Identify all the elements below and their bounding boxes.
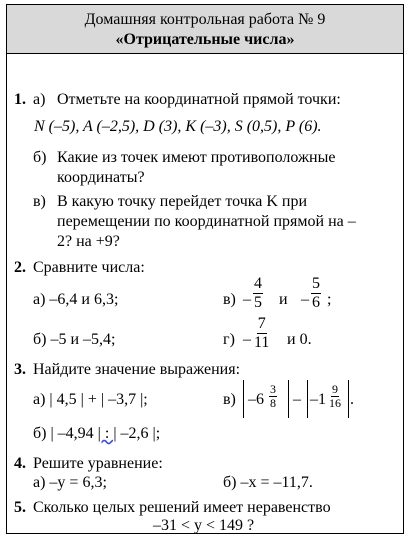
q2-title: Сравните числа: — [33, 259, 145, 276]
q4-b: б) –x = –11,7. — [223, 474, 313, 491]
worksheet-title: Домашняя контрольная работа № 9 — [84, 11, 326, 28]
q2-v-fraction2 — [311, 275, 321, 312]
q3-v-frac2 — [328, 383, 342, 410]
q1-b-label: б) — [33, 149, 47, 166]
q2-v-minus1: – — [243, 291, 251, 308]
q2-g-num: 7 — [257, 315, 266, 332]
q3-v-d2: 16 — [329, 396, 341, 410]
q2-v-f2-den: 6 — [312, 294, 320, 311]
q4-a: а) –y = 6,3; — [33, 474, 107, 491]
q2-v-f2-num: 5 — [312, 275, 320, 292]
q3-v-int1: –6 — [248, 391, 264, 408]
worksheet-header — [7, 5, 403, 54]
q3-v-n2: 9 — [332, 382, 338, 396]
q1-points: N (–5), A (–2,5), D (3), K (–3), S (0,5), P (6). — [34, 118, 322, 135]
q3-v-end: . — [350, 391, 354, 408]
q3-b-end: –2,6 |; — [116, 425, 161, 442]
worksheet-subtitle: «Отрицательные числа» — [115, 31, 295, 48]
q3-v-n1: 3 — [270, 382, 276, 396]
q2-b: б) –5 и –5,4; — [33, 331, 116, 348]
q2-g-fraction — [253, 315, 270, 352]
q1-a-label: а) — [33, 91, 46, 108]
q2-v-and: и — [279, 291, 288, 308]
q4-title: Решите уравнение: — [33, 455, 163, 472]
q2-g-label: г) — [223, 331, 235, 348]
q2-v-f1-num: 4 — [254, 275, 262, 292]
q1-a-text: Отметьте на координатной прямой точки: — [57, 91, 341, 108]
q3-v-minus: – — [293, 391, 301, 408]
q5-line2: –31 < y < 149 ? — [153, 517, 255, 534]
q1-c-label: в) — [33, 193, 46, 210]
q2-v-f1-den: 5 — [254, 294, 262, 311]
worksheet — [6, 4, 404, 534]
q1-c-line2: перемещении по координатной прямой на – — [57, 213, 356, 230]
q1-b-line2: координаты? — [57, 169, 145, 186]
q3-b-mid: | : | — [97, 425, 117, 442]
q5-line1: Сколько целых решений имеет неравенство — [33, 499, 331, 516]
q2-v-minus2: – — [301, 291, 309, 308]
q2-number: 2. — [14, 259, 26, 276]
q3-b-start: б) | –4,94 — [33, 425, 98, 442]
q3-v-label: в) — [223, 391, 236, 408]
q3-v-d1: 8 — [270, 396, 276, 410]
q2-g-minus: – — [243, 331, 251, 348]
q1-c-line3: 2? на +9? — [57, 233, 120, 250]
q1-b-line1: Какие из точек имеют противоположные — [57, 149, 336, 166]
q5-number: 5. — [14, 499, 26, 516]
q2-v-fraction1 — [253, 275, 263, 312]
q2-v-end: ; — [327, 291, 332, 308]
q2-g-rest: и 0. — [287, 331, 312, 348]
q1-number: 1. — [14, 91, 26, 108]
q2-g-den: 11 — [254, 334, 270, 351]
q4-number: 4. — [14, 455, 26, 472]
q3-number: 3. — [14, 361, 26, 378]
q3-v-frac1 — [269, 383, 277, 410]
q2-v-label: в) — [223, 291, 236, 308]
q3-a: а) | 4,5 | + | –3,7 |; — [33, 391, 148, 408]
q3-title: Найдите значение выражения: — [33, 361, 241, 378]
q3-b — [33, 425, 160, 443]
q2-a: а) –6,4 и 6,3; — [33, 291, 119, 308]
q1-c-line1: В какую точку перейдет точка K при — [57, 193, 308, 210]
q3-v-int2: –1 — [310, 391, 326, 408]
